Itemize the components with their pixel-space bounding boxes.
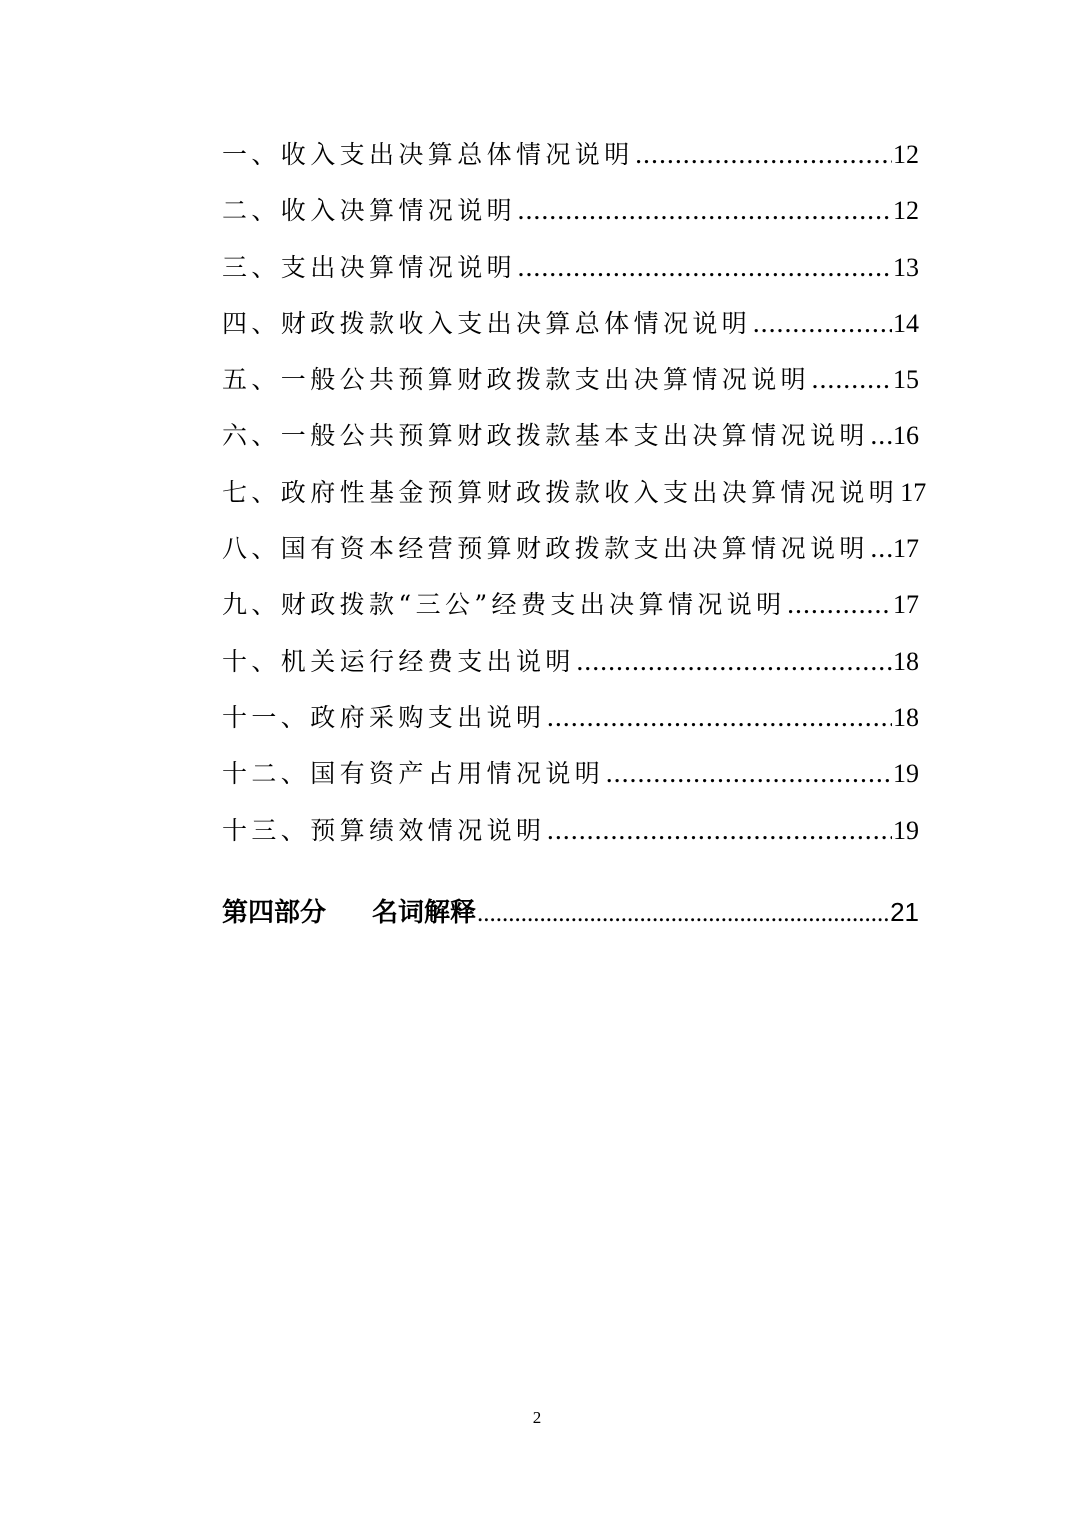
toc-entry-page: 12 [893, 196, 919, 226]
toc-entry-label: 一、收入支出决算总体情况说明 [222, 140, 634, 169]
toc-entry-label: 九、财政拨款“三公”经费支出决算情况说明 [222, 590, 786, 620]
toc-leader-dots [546, 703, 892, 732]
toc-entry-page: 17 [900, 477, 927, 507]
toc-part-page: 21 [890, 897, 919, 927]
toc-part-title: 名词解释 [372, 898, 477, 928]
toc-entry-label: 四、财政拨款收入支出决算总体情况说明 [222, 308, 752, 338]
toc-entry-4[interactable] [222, 304, 919, 360]
page-number: 2 [532, 1408, 542, 1427]
toc-entry-page: 13 [893, 252, 919, 282]
toc-entry-label: 六、一般公共预算财政拨款基本支出决算情况说明 [222, 421, 869, 451]
toc-entry-label: 十一、政府采购支出说明 [222, 702, 546, 732]
toc-entry-label: 七、政府性基金预算财政拨款收入支出决算情况说明 [222, 477, 899, 507]
toc-entry-1[interactable] [222, 135, 919, 191]
toc-entry-11[interactable] [222, 698, 919, 754]
toc-entry-6[interactable] [222, 416, 919, 472]
toc-entry-page: 19 [893, 815, 919, 845]
toc-entry-label: 十三、预算绩效情况说明 [222, 815, 546, 845]
toc-entry-page: 15 [893, 365, 919, 395]
toc-entry-12[interactable] [222, 754, 919, 810]
toc-leader-dots [477, 900, 889, 928]
toc-part-number: 第四部分 [222, 898, 327, 928]
toc-leader-dots [517, 253, 892, 282]
toc-entry-page: 18 [893, 702, 919, 732]
toc-entry-9[interactable] [222, 585, 919, 641]
toc-entry-page: 17 [893, 590, 919, 620]
toc-entry-5[interactable] [222, 360, 919, 416]
toc-leader-dots [576, 647, 892, 676]
toc-entry-3[interactable] [222, 248, 919, 304]
toc-leader-dots [517, 196, 892, 225]
toc-part-entry[interactable] [222, 892, 919, 929]
toc-entry-label: 二、收入决算情况说明 [222, 196, 517, 226]
toc-entry-label: 五、一般公共预算财政拨款支出决算情况说明 [222, 365, 811, 395]
toc-leader-dots [811, 365, 892, 394]
toc-leader-dots [870, 534, 892, 563]
toc-leader-dots [787, 590, 892, 619]
toc-entry-label: 十、机关运行经费支出说明 [222, 646, 575, 676]
toc-entry-label: 三、支出决算情况说明 [222, 252, 517, 282]
table-of-contents [222, 135, 927, 867]
toc-leader-dots [605, 759, 892, 788]
toc-leader-dots [870, 421, 892, 450]
toc-entry-page: 14 [893, 308, 919, 338]
toc-entry-page: 12 [893, 140, 919, 169]
toc-entry-page: 16 [893, 421, 919, 451]
toc-entry-label: 十二、国有资产占用情况说明 [222, 759, 605, 789]
toc-leader-dots [752, 309, 892, 338]
toc-entry-10[interactable] [222, 642, 919, 698]
toc-entry-page: 19 [893, 759, 919, 789]
toc-entry-page: 18 [893, 646, 919, 676]
toc-entry-7[interactable] [222, 473, 927, 529]
toc-entry-page: 17 [893, 534, 919, 564]
toc-entry-label: 八、国有资本经营预算财政拨款支出决算情况说明 [222, 534, 869, 564]
toc-entry-2[interactable] [222, 191, 919, 247]
toc-entry-13[interactable] [222, 811, 919, 867]
toc-leader-dots [546, 816, 892, 845]
toc-leader-dots [635, 140, 892, 169]
toc-entry-8[interactable] [222, 529, 919, 585]
